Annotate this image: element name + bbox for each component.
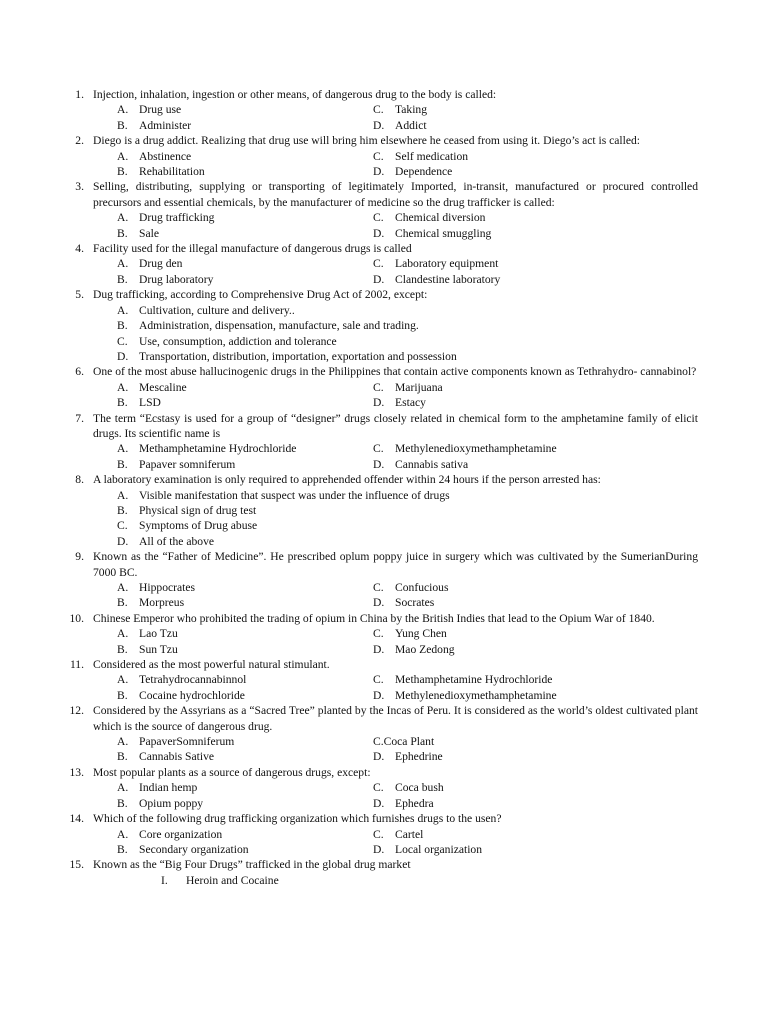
answer-option <box>373 827 698 842</box>
option-text: Hippocrates <box>139 581 196 594</box>
option-letter: A. <box>117 257 129 271</box>
question-item <box>0 657 768 703</box>
option-letter: A. <box>117 442 129 456</box>
answer-options <box>93 303 698 365</box>
question-text: Diego is a drug addict. Realizing that drug use will bring him elsewhere he ceased from using it. Diego’s act is called: <box>93 134 641 148</box>
question-number: 5. <box>75 288 84 302</box>
option-text: Methylenedioxymethamphetamine <box>395 688 557 702</box>
answer-option <box>373 210 698 225</box>
option-letter: D. <box>373 796 385 810</box>
question-number: 10. <box>69 611 84 625</box>
option-letter: D. <box>373 457 385 471</box>
option-row <box>93 272 698 287</box>
answer-option <box>93 626 373 641</box>
answer-option <box>373 642 698 657</box>
question-text: Facility used for the illegal manufacture of dangerous drugs is called <box>93 242 412 256</box>
option-letter: B. <box>117 596 128 610</box>
option-row <box>93 796 698 811</box>
answer-option <box>93 303 698 318</box>
option-text: Cannabis Sative <box>139 750 215 764</box>
option-text: Visible manifestation that suspect was under the influence of drugs <box>139 488 450 502</box>
option-text: C.Coca Plant <box>373 735 435 749</box>
option-letter: B. <box>117 642 128 656</box>
answer-option <box>93 688 373 703</box>
option-text: LSD <box>139 396 161 410</box>
question-text: Most popular plants as a source of dangerous drugs, except: <box>93 765 371 779</box>
option-text: Ephedrine <box>395 750 443 764</box>
option-letter: C. <box>373 211 384 225</box>
question-number: 14. <box>69 812 84 826</box>
option-row <box>93 642 698 657</box>
option-row <box>93 688 698 703</box>
answer-option <box>373 457 698 472</box>
option-letter: D. <box>117 534 129 548</box>
option-row <box>93 457 698 472</box>
answer-option <box>373 395 698 410</box>
answer-option <box>93 318 698 333</box>
question-number: 11. <box>69 658 84 672</box>
option-text: Lao Tzu <box>139 627 178 641</box>
answer-option <box>373 780 698 795</box>
option-text: Administer <box>139 118 192 132</box>
option-letter: D. <box>117 349 129 363</box>
option-row <box>93 734 698 749</box>
option-text: Secondary organization <box>139 842 249 856</box>
option-letter: A. <box>117 673 129 687</box>
option-text: Chemical smuggling <box>395 226 492 240</box>
answer-options <box>93 210 698 241</box>
option-text: Opium poppy <box>139 796 204 810</box>
option-text: Rehabilitation <box>139 165 205 179</box>
answer-options <box>93 734 698 765</box>
question-item <box>0 811 768 857</box>
option-text: Drug den <box>139 257 183 271</box>
option-letter: A. <box>117 211 129 225</box>
option-letter: C. <box>373 581 384 594</box>
option-row <box>93 164 698 179</box>
option-text: Mao Zedong <box>395 642 455 656</box>
question-item <box>0 472 768 549</box>
answer-option <box>93 780 373 795</box>
option-letter: A. <box>117 488 129 502</box>
answer-option <box>93 380 373 395</box>
option-letter: A. <box>117 827 129 841</box>
option-letter: D. <box>373 272 385 286</box>
question-item <box>0 87 768 133</box>
answer-option <box>93 210 373 225</box>
option-text: Indian hemp <box>139 781 198 795</box>
answer-option <box>93 118 373 133</box>
answer-options <box>93 873 698 888</box>
question-number: 3. <box>75 180 84 194</box>
answer-options <box>93 827 698 858</box>
answer-option <box>373 226 698 241</box>
answer-option <box>373 118 698 133</box>
option-text: Transportation, distribution, importation, exportation and possession <box>139 349 457 363</box>
option-row <box>93 441 698 456</box>
option-text: Socrates <box>395 596 435 610</box>
question-list <box>0 87 768 888</box>
option-letter: B. <box>117 165 128 179</box>
answer-option <box>373 688 698 703</box>
option-letter: B. <box>117 272 128 286</box>
option-letter: C. <box>373 627 384 641</box>
answer-option <box>93 842 373 857</box>
answer-option <box>93 534 698 549</box>
answer-option <box>93 272 373 287</box>
option-letter: D. <box>373 842 385 856</box>
question-number: 12. <box>69 704 84 718</box>
answer-option <box>373 441 698 456</box>
question-item <box>0 703 768 765</box>
answer-option <box>373 272 698 287</box>
option-row <box>93 149 698 164</box>
option-letter: D. <box>373 118 385 132</box>
question-text: Injection, inhalation, ingestion or other means, of dangerous drug to the body is called: <box>93 88 497 101</box>
answer-option <box>93 796 373 811</box>
option-letter: C. <box>373 781 384 795</box>
answer-option <box>93 441 373 456</box>
answer-option <box>373 164 698 179</box>
answer-option <box>93 827 373 842</box>
option-letter: A. <box>117 103 129 117</box>
answer-option <box>93 749 373 764</box>
option-text: Local organization <box>395 842 483 856</box>
option-text: Methamphetamine Hydrochloride <box>395 673 553 687</box>
option-text: Sale <box>139 226 159 240</box>
answer-option <box>93 595 373 610</box>
question-number: 2. <box>75 134 84 148</box>
option-text: Use, consumption, addiction and tolerance <box>139 334 337 348</box>
answer-option <box>373 734 698 749</box>
question-item <box>0 549 768 611</box>
question-text: Known as the “Big Four Drugs” trafficked in the global drug market <box>93 858 411 872</box>
option-text: Cultivation, culture and delivery.. <box>139 303 295 317</box>
question-number: 15. <box>69 858 84 872</box>
answer-option <box>93 256 373 271</box>
option-letter: A. <box>117 581 129 594</box>
option-letter: B. <box>117 750 128 764</box>
option-row <box>93 118 698 133</box>
option-text: Yung Chen <box>395 627 447 641</box>
answer-option <box>93 334 698 349</box>
option-text: Laboratory equipment <box>395 257 499 271</box>
answer-option <box>93 349 698 364</box>
option-letter: D. <box>373 750 385 764</box>
answer-option <box>93 164 373 179</box>
answer-options <box>93 149 698 180</box>
option-letter: B. <box>117 842 128 856</box>
question-number: 6. <box>75 365 84 379</box>
option-text: Methamphetamine Hydrochloride <box>139 442 297 456</box>
question-text: Considered by the Assyrians as a “Sacred Tree” planted by the Incas of Peru. It is considered as the world’s oldest cultivated plant which is the source of dangerous drug. <box>93 704 698 733</box>
option-letter: B. <box>117 396 128 410</box>
option-row <box>93 626 698 641</box>
option-text: Sun Tzu <box>139 642 178 656</box>
option-text: Symptoms of Drug abuse <box>139 519 258 533</box>
sub-item-text: Heroin and Cocaine <box>186 873 279 887</box>
option-text: Papaver somniferum <box>139 457 236 471</box>
question-item <box>0 765 768 811</box>
answer-option <box>373 796 698 811</box>
answer-options <box>93 380 698 411</box>
answer-options <box>93 441 698 472</box>
option-letter: B. <box>117 319 128 333</box>
question-item <box>0 611 768 657</box>
option-text: Marijuana <box>395 380 443 394</box>
option-letter: B. <box>117 226 128 240</box>
answer-option <box>93 102 373 117</box>
option-text: Confucious <box>395 581 449 594</box>
option-text: Methylenedioxymethamphetamine <box>395 442 557 456</box>
option-row <box>93 102 698 117</box>
option-text: Mescaline <box>139 380 187 394</box>
question-item <box>0 287 768 364</box>
option-letter: C. <box>373 149 384 163</box>
answer-options <box>93 102 698 133</box>
option-text: Drug trafficking <box>139 211 215 225</box>
answer-options <box>93 626 698 657</box>
answer-option <box>93 149 373 164</box>
answer-option <box>373 380 698 395</box>
option-text: Chemical diversion <box>395 211 486 225</box>
option-text: Self medication <box>395 149 469 163</box>
answer-option <box>93 642 373 657</box>
option-text: Cannabis sativa <box>395 457 469 471</box>
question-item <box>0 411 768 473</box>
option-letter: D. <box>373 596 385 610</box>
question-text: One of the most abuse hallucinogenic drugs in the Philippines that contain active components known as Tethrahydro- cannabinol? <box>93 365 697 379</box>
option-row <box>93 827 698 842</box>
option-letter: C. <box>373 673 384 687</box>
question-number: 9. <box>75 550 84 564</box>
option-row <box>93 672 698 687</box>
answer-option <box>373 749 698 764</box>
option-letter: D. <box>373 396 385 410</box>
question-text: A laboratory examination is only required to apprehended offender within 24 hours if the person arrested has: <box>93 473 601 487</box>
option-row <box>93 749 698 764</box>
question-text: Considered as the most powerful natural stimulant. <box>93 658 330 672</box>
answer-options <box>93 256 698 287</box>
option-letter: C. <box>373 257 384 271</box>
question-text: Which of the following drug trafficking organization which furnishes drugs to the usen? <box>93 812 502 826</box>
answer-option <box>373 102 698 117</box>
option-text: Physical sign of drug test <box>139 503 257 517</box>
option-row <box>93 395 698 410</box>
answer-options <box>93 488 698 550</box>
option-letter: A. <box>117 735 129 749</box>
option-letter: A. <box>117 627 129 641</box>
option-row <box>93 595 698 610</box>
answer-option <box>93 580 373 595</box>
option-text: Drug use <box>139 103 182 117</box>
option-text: Tetrahydrocannabinnol <box>139 673 247 687</box>
question-item <box>0 241 768 287</box>
option-letter: C. <box>373 827 384 841</box>
option-text: Cocaine hydrochloride <box>139 688 245 702</box>
option-row <box>93 226 698 241</box>
option-letter: C. <box>373 103 384 117</box>
answer-option <box>93 672 373 687</box>
option-text: Ephedra <box>395 796 434 810</box>
answer-option <box>93 457 373 472</box>
sub-item-number: I. <box>161 873 168 887</box>
answer-options <box>93 780 698 811</box>
option-letter: B. <box>117 503 128 517</box>
question-number: 4. <box>75 242 84 256</box>
answer-options <box>93 580 698 611</box>
option-letter: C. <box>117 334 128 348</box>
option-row <box>93 256 698 271</box>
option-text: Coca bush <box>395 781 444 795</box>
answer-option <box>93 395 373 410</box>
answer-option <box>373 580 698 595</box>
question-number: 8. <box>75 473 84 487</box>
option-letter: A. <box>117 380 129 394</box>
option-text: Estacy <box>395 396 426 410</box>
option-letter: C. <box>373 442 384 456</box>
option-letter: D. <box>373 688 385 702</box>
option-letter: B. <box>117 457 128 471</box>
option-row <box>93 380 698 395</box>
option-letter: A. <box>117 303 129 317</box>
option-letter: C. <box>373 380 384 394</box>
answer-option <box>373 149 698 164</box>
answer-option <box>93 226 373 241</box>
question-item <box>0 133 768 179</box>
option-letter: D. <box>373 226 385 240</box>
answer-option <box>93 488 698 503</box>
sub-item <box>93 873 698 888</box>
option-text: Core organization <box>139 827 223 841</box>
answer-option <box>373 256 698 271</box>
question-text: Dug trafficking, according to Comprehensive Drug Act of 2002, except: <box>93 288 428 302</box>
option-text: Cartel <box>395 827 424 841</box>
option-letter: B. <box>117 118 128 132</box>
question-text: Selling, distributing, supplying or transporting of legitimately Imported, in-transit, manufactured or procured controlled precursors and essential chemicals, by the manufacturer of medicine so the drug trafficker is called: <box>93 180 698 209</box>
option-text: Taking <box>395 103 428 117</box>
option-text: Clandestine laboratory <box>395 272 501 286</box>
option-letter: C. <box>117 519 128 533</box>
option-letter: B. <box>117 796 128 810</box>
option-text: Addict <box>395 118 427 132</box>
question-text: Known as the “Father of Medicine”. He prescribed oplum poppy juice in surgery which was cultivated by the SumerianDuring 7000 BC. <box>93 550 698 579</box>
option-text: Dependence <box>395 165 453 179</box>
option-letter: D. <box>373 642 385 656</box>
question-text: Chinese Emperor who prohibited the trading of opium in China by the British Indies that lead to the Opium War of 1840. <box>93 611 655 625</box>
question-item <box>0 179 768 241</box>
option-letter: D. <box>373 165 385 179</box>
option-letter: B. <box>117 688 128 702</box>
option-text: Abstinence <box>139 149 192 163</box>
option-text: Administration, dispensation, manufacture, sale and trading. <box>139 319 419 333</box>
option-text: All of the above <box>139 534 215 548</box>
answer-options <box>93 672 698 703</box>
answer-option <box>373 626 698 641</box>
question-item <box>0 364 768 410</box>
option-text: PapaverSomniferum <box>139 735 235 749</box>
answer-option <box>373 672 698 687</box>
question-number: 1. <box>75 88 84 101</box>
option-row <box>93 780 698 795</box>
question-number: 7. <box>75 411 84 425</box>
question-number: 13. <box>69 765 84 779</box>
answer-option <box>373 595 698 610</box>
option-row <box>93 580 698 595</box>
answer-option <box>93 503 698 518</box>
answer-option <box>93 518 698 533</box>
option-letter: A. <box>117 781 129 795</box>
answer-option <box>373 842 698 857</box>
option-row <box>93 842 698 857</box>
question-text: The term “Ecstasy is used for a group of “designer” drugs closely related in chemical form to the amphetamine family of elicit drugs. Its scientific name is <box>93 411 698 440</box>
option-letter: A. <box>117 149 129 163</box>
question-item <box>0 857 768 888</box>
option-row <box>93 210 698 225</box>
option-text: Drug laboratory <box>139 272 214 286</box>
answer-option <box>93 734 373 749</box>
option-text: Morpreus <box>139 596 185 610</box>
